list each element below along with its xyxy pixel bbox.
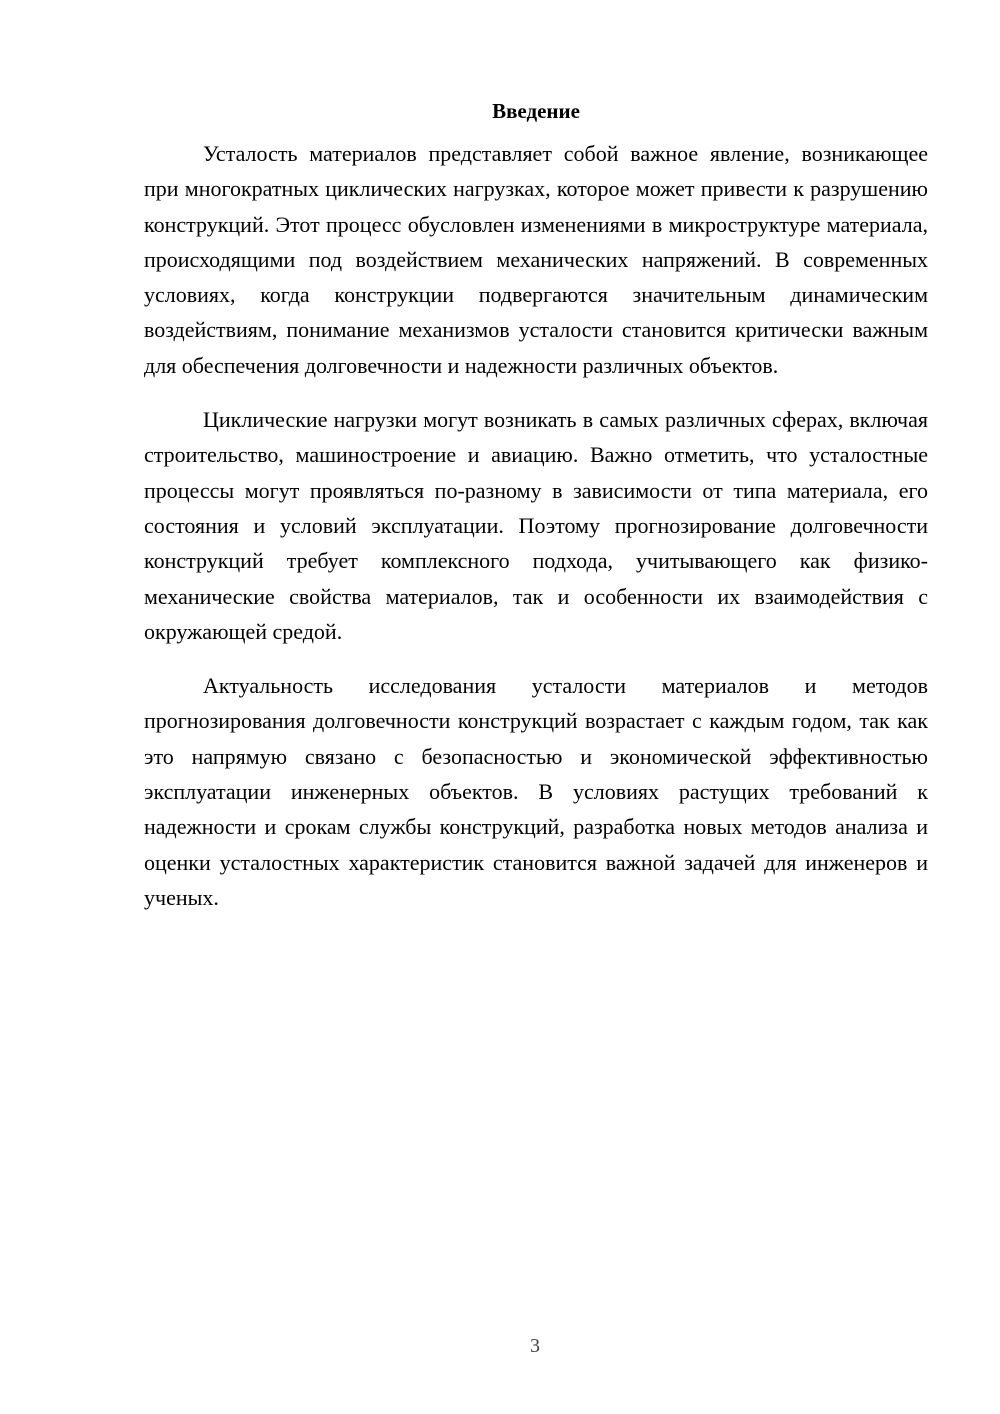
page-content (144, 96, 928, 934)
section-heading: Введение (492, 99, 580, 123)
page-number: 3 (530, 1335, 540, 1357)
paragraph-1: Усталость материалов представляет собой важное явление, возникающее при многократных циклических нагрузках, которое может привести к разрушению конструкций. Этот процесс обусловлен изменениями в микроструктуре материала, происходящими под воздействием механических напряжений. В современных условиях, когда конструкции подвергаются значительным динамическим воздействиям, понимание механизмов усталости становится критически важным для обеспечения долговечности и надежности различных объектов. (144, 141, 928, 378)
paragraph-2: Циклические нагрузки могут возникать в самых различных сферах, включая строительство, машиностроение и авиацию. Важно отметить, что усталостные процессы могут проявляться по-разному в зависимости от типа материала, его состояния и условий эксплуатации. Поэтому прогнозирование долговечности конструкций требует комплексного подхода, учитывающего как физико-механические свойства материалов, так и особенности их взаимодействия с окружающей средой. (144, 407, 928, 644)
paragraph-3: Актуальность исследования усталости материалов и методов прогнозирования долговечности конструкций возрастает с каждым годом, так как это напрямую связано с безопасностью и экономической эффективностью эксплуатации инженерных объектов. В условиях растущих требований к надежности и срокам службы конструкций, разработка новых методов анализа и оценки усталостных характеристик становится важной задачей для инженеров и ученых. (144, 673, 928, 910)
